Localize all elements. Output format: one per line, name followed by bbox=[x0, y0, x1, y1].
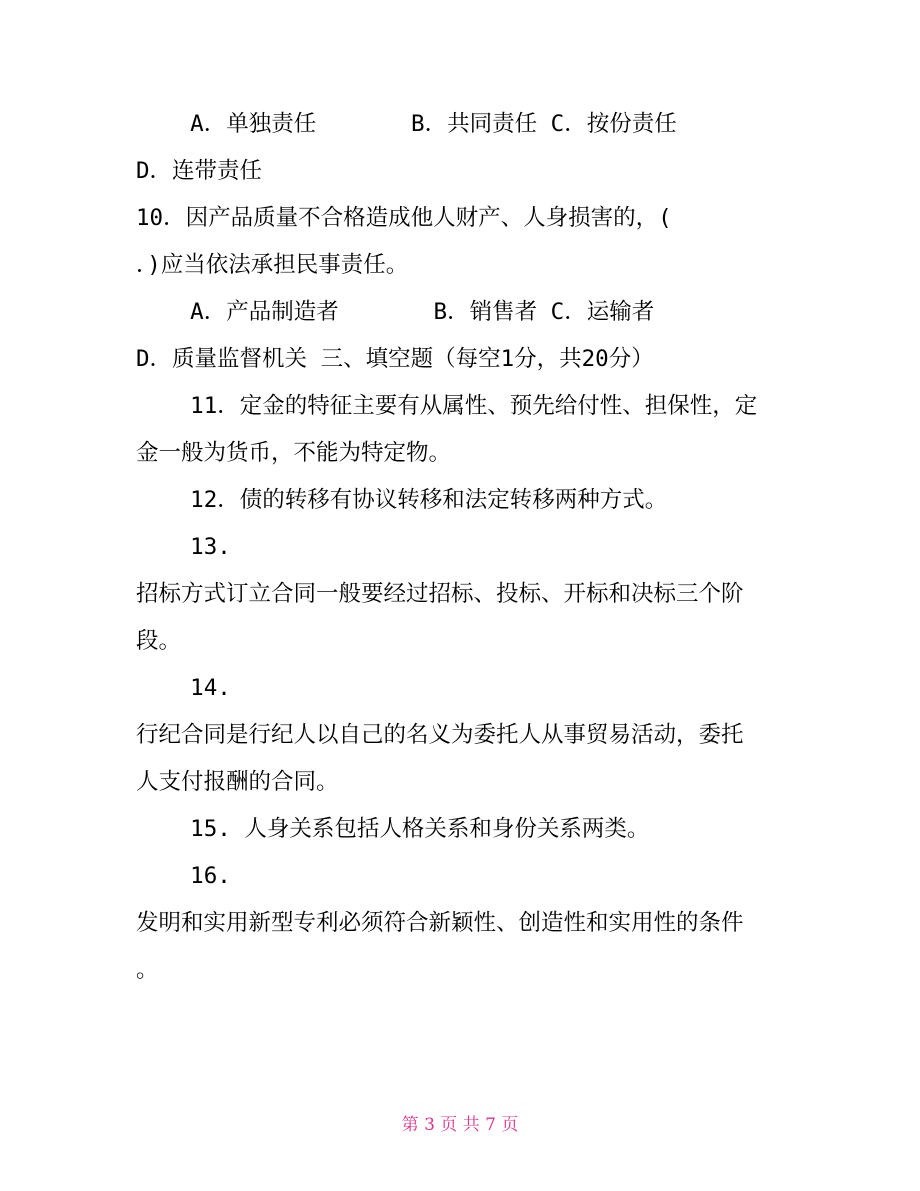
answer-13: 招标方式订立合同一般要经过招标、投标、开标和决标三个阶 bbox=[136, 581, 744, 607]
answer-13-cont: 段。 bbox=[136, 628, 182, 654]
answer-11: 11．定金的特征主要有从属性、预先给付性、担保性，定 bbox=[136, 393, 758, 419]
answer-12: 12．债的转移有协议转移和法定转移两种方式。 bbox=[136, 487, 668, 513]
page-number-footer: 第 3 页 共 7 页 bbox=[401, 1115, 519, 1135]
answer-16-cont: 。 bbox=[136, 957, 159, 983]
answer-13-number: 13. bbox=[136, 534, 231, 560]
answer-11-cont: 金一般为货币，不能为特定物。 bbox=[136, 440, 452, 466]
answer-16: 发明和实用新型专利必须符合新颖性、创造性和实用性的条件 bbox=[136, 910, 744, 936]
answer-15: 15. 人身关系包括人格关系和身份关系两类。 bbox=[136, 816, 650, 842]
answer-14-cont: 人支付报酬的合同。 bbox=[136, 769, 339, 795]
section-3-heading: D．质量监督机关 三、填空题（每空1分，共20分） bbox=[136, 346, 654, 372]
option-line-10: A．产品制造者 B．销售者 C．运输者 bbox=[136, 299, 655, 325]
answer-14: 行纪合同是行纪人以自己的名义为委托人从事贸易活动，委托 bbox=[136, 722, 744, 748]
option-line-9-d: D．连带责任 bbox=[136, 158, 263, 184]
answer-14-number: 14. bbox=[136, 675, 231, 701]
option-line-9: A．单独责任 B．共同责任 C．按份责任 bbox=[136, 111, 677, 137]
question-10: 10．因产品质量不合格造成他人财产、人身损害的，( bbox=[136, 205, 672, 231]
answer-16-number: 16. bbox=[136, 863, 231, 889]
question-10-cont: ．)应当依法承担民事责任。 bbox=[136, 252, 409, 278]
